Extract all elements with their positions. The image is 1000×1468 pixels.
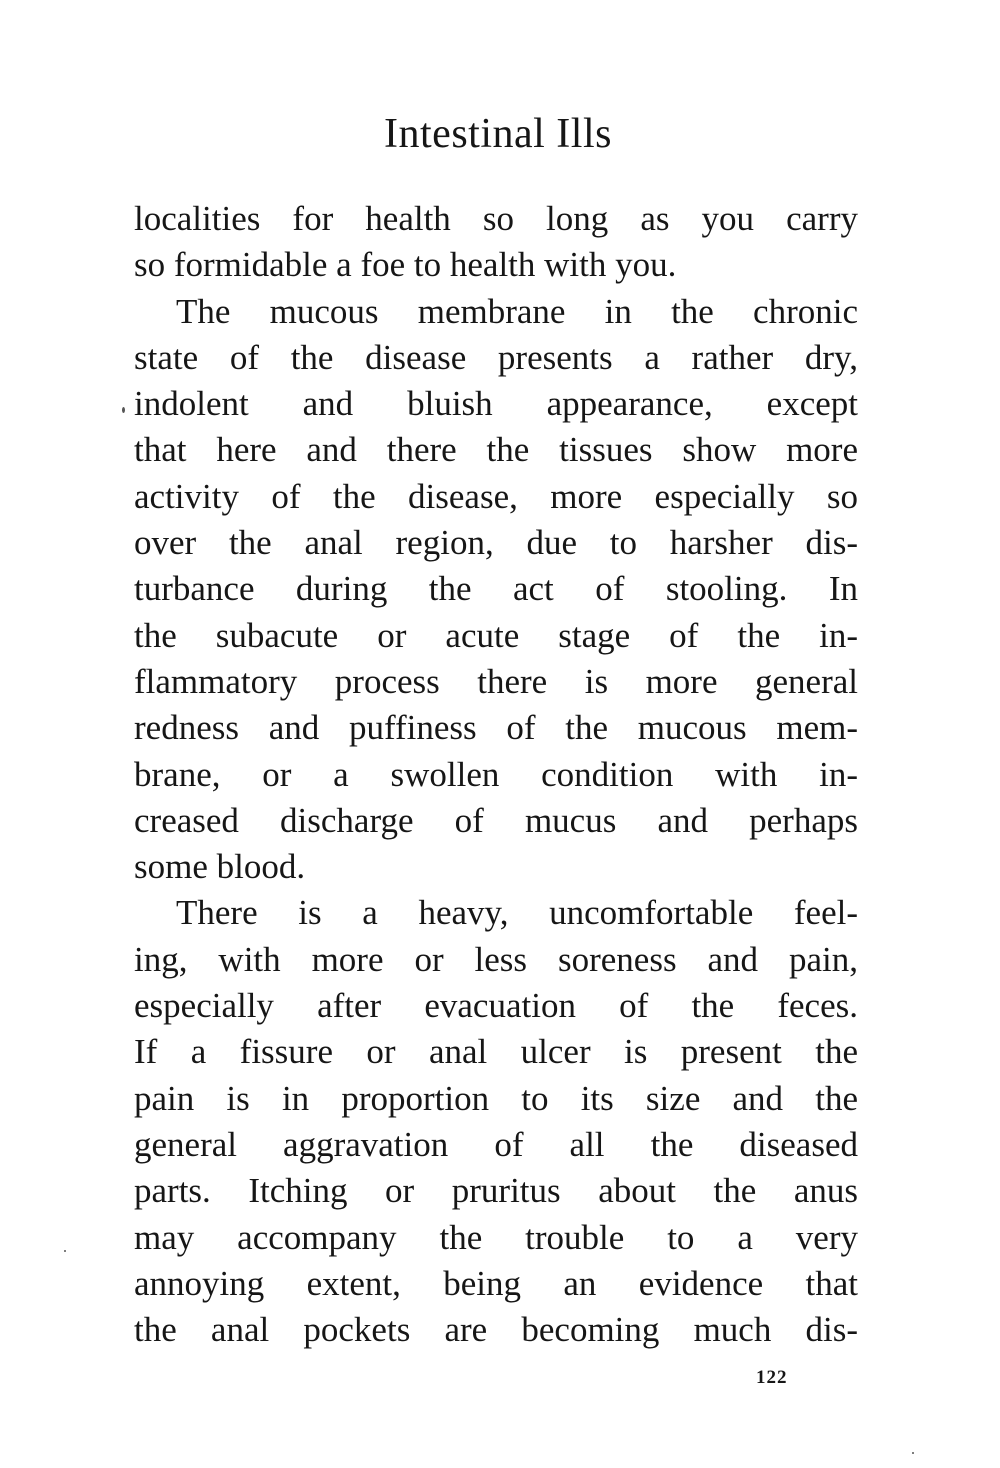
text-line: over the anal region, due to harsher dis- — [134, 523, 858, 563]
text-line: the subacute or acute stage of the in- — [134, 615, 858, 655]
text-line: may accompany the trouble to a very — [134, 1217, 858, 1257]
text-line: the anal pockets are becoming much dis- — [134, 1310, 858, 1350]
text-line: localities for health so long as you carry — [134, 199, 858, 238]
text-line: pain is in proportion to its size and the — [134, 1078, 858, 1118]
running-head: Intestinal Ills — [384, 111, 612, 157]
text-line: ing, with more or less soreness and pain, — [134, 939, 858, 979]
text-line: general aggravation of all the diseased — [134, 1124, 858, 1164]
body-text — [134, 196, 858, 1353]
text-line: annoying extent, being an evidence that — [134, 1263, 858, 1303]
text-line: redness and puffiness of the mucous mem- — [134, 708, 858, 748]
scan-speck — [122, 407, 125, 413]
text-line: parts. Itching or pruritus about the anus — [134, 1171, 858, 1211]
text-line: so formidable a foe to health with you. — [134, 245, 677, 285]
text-line: There is a heavy, uncomfortable feel- — [176, 893, 858, 933]
text-line: especially after evacuation of the feces. — [134, 986, 858, 1026]
text-line: activity of the disease, more especially so — [134, 476, 858, 516]
text-line: that here and there the tissues show more — [134, 430, 858, 470]
text-line: indolent and bluish appearance, except — [134, 384, 858, 424]
page-number: 122 — [756, 1367, 788, 1388]
text-line: If a fissure or anal ulcer is present the — [134, 1032, 858, 1072]
text-line: flammatory process there is more general — [134, 661, 858, 701]
text-line: The mucous membrane in the chronic — [176, 291, 858, 331]
text-line: state of the disease presents a rather dry, — [134, 337, 858, 377]
scan-speck — [64, 1250, 66, 1252]
text-line: turbance during the act of stooling. In — [134, 569, 858, 609]
scan-speck — [912, 1452, 914, 1454]
text-line: creased discharge of mucus and perhaps — [134, 800, 858, 840]
text-line: brane, or a swollen condition with in- — [134, 754, 858, 794]
text-line: some blood. — [134, 847, 306, 887]
